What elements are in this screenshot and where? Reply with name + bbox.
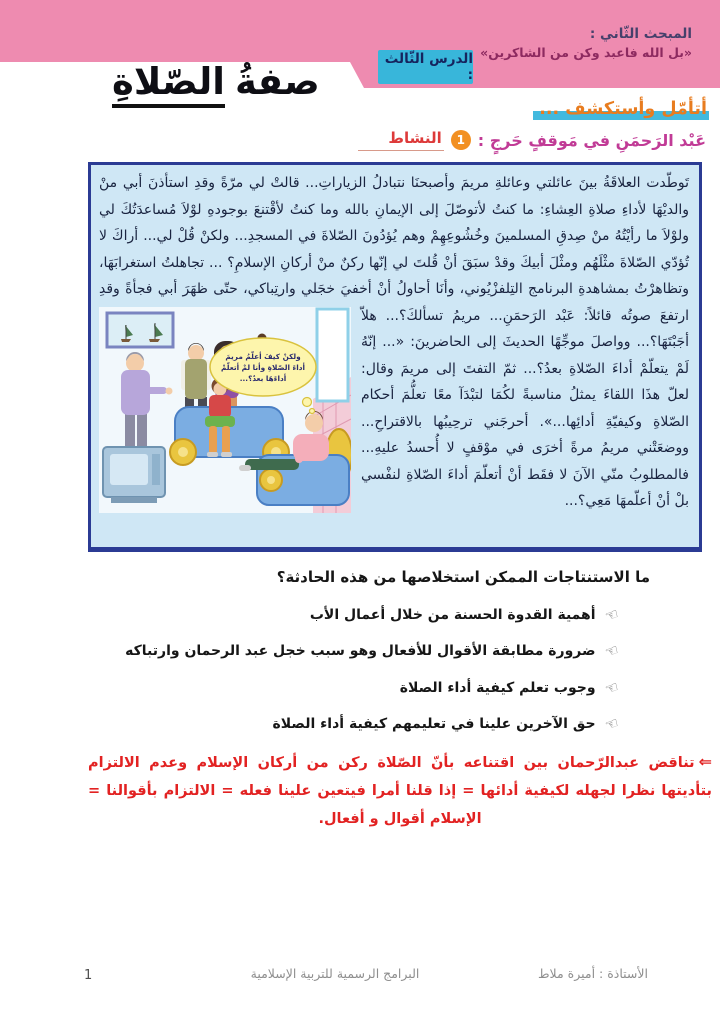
conclusion-item (399, 677, 621, 699)
conclusions-question: ما الاستنتاجات الممكن استخلاصها من هذه الحادثة؟ (276, 568, 650, 586)
bubble-line-2: أداءَ الصّلاةِ وأنا لمْ أتعلّمْ (221, 362, 305, 372)
activity-row (358, 129, 706, 151)
page-title-word2: الصّلاةِ (112, 60, 225, 108)
footer-teacher-name: الأستاذة : أميرة ملاط (537, 966, 648, 981)
summary-note (88, 748, 712, 833)
unit-label: المبحث الثّاني : (589, 26, 692, 42)
living-room-scene (99, 307, 351, 513)
door-frame (317, 309, 348, 401)
footer-series-title: البرامج الرسمية للتربية الإسلامية (250, 966, 420, 981)
conclusion-text: أهمية القدوة الحسنة من خلال أعمال الأب (309, 607, 596, 623)
lesson-box (378, 50, 473, 84)
story-part1: تَوطّدت العلاقَةُ بينَ عائلتي وعائلةِ مريمَ وأصبحنَا نتبادلُ الزياراتِ... قالتْ لي مرّةً وقدِ استأذنَ أبي منْ والديْهَا لأداءِ صلاةِ العِشاءِ: ما كنتُ لأتوصّلَ إلى الإيمانِ بالله وما كنتُ لأقْتنعَ بوجودهِ لوْلاَ مُساعدَتُكَ لي ولوْلاَ ما رأيْتُهُ منْ صِدقِ المسلمينَ وخُشُوعِهِمْ وهم يُؤدُونَ الصّلاةَ في المسجدِ... ولكنْ قُلْ لي... أراكَ لا تُؤدّي الصّلاةَ مثْلَهُم ومثْلَ أبيكَ وقدْ سبَقَ أنْ قُلتَ لي إنّها ركنٌ منْ أركانِ الإسلامِ؟ ... تجاهلتُ استغرابَهَا، وتظاهرْتُ بمشاهدةِ البرنامج التِلفزْيُوني، وأنَا أحاولُ أنْ أخفيَ خجَلي وارتِباكي، حتّى ظهَرَ أبي فجأةً وقدِ ارتفعَ صوتُه قائلاً: عَبْد الرَحمَنِ... مريمُ (99, 175, 689, 324)
story-text (99, 170, 689, 515)
story-box (88, 162, 702, 552)
summary-text: تناقض عبدالرّحمان بين اقتناعه بأنّ الصّلاة ركن من أركان الإسلام وعدم الالتزام بتأديتها نظرا لجهله لكيفية أدائها = إذا قلنا أمرا فيتعين علينا فعله = الالتزام بأقوالنا = الإسلام أقوال و أفعال. (88, 755, 712, 827)
conclusion-text: حق الآخرين علينا في تعليمهم كيفية أداء الصلاة (272, 716, 596, 732)
lesson-label: الدرس الثّالث : (384, 51, 473, 83)
page-number: 1 (84, 968, 93, 983)
tv (103, 447, 165, 503)
pointing-hand-icon: ☜ (602, 640, 621, 662)
conclusion-text: ضرورة مطابقة الأقوال للأفعال وهو سبب خجل عبد الرحمان وارتباكه (125, 643, 596, 659)
story-part2: تسألكَ؟... هلاّ أجَبْتَهَا؟... وواصلَ موجِّهًا الحديثَ إلى الحاضرينَ: «... إنّهُ لَمْ يتعلّمْ أداءَ الصّلاةِ بعدُ؟... ثمّ التفتَ إلى مريمَ وقال: لعلّ هذَا اللقاءَ يمثلُ مناسبةً لكُمَا لتبْدَآ معًا تعلُّمَ أحكام الصّلاةِ وكيفيّةِ أدائِها...». أحرجَني ترحِيبُها بالاقتراحِ... ووضعَتْني مريمُ مرةً أخرَى في موْقفٍ لا أُحسدُ عليهِ... فالمطلوبُ منّي الآنَ لا فقَط أنْ أتعلّمَ أداءَ الصّلاةِ لنفْسي بلْ أنْ أعلّمهَا مَعِي؟... (361, 307, 689, 509)
conclusion-item (125, 640, 621, 662)
wall-picture (107, 313, 173, 347)
family-living-room-illustration (99, 307, 351, 513)
pointing-hand-icon: ☜ (602, 713, 621, 735)
conclusion-item (309, 604, 621, 626)
section-heading: أتأمّل وأستكشف ... (539, 99, 707, 119)
unit-block (480, 26, 692, 60)
conclusion-item (272, 713, 621, 735)
page-title (112, 60, 320, 108)
bubble-line-3: أداءَهَا بعدُ؟... (239, 373, 287, 383)
pointing-hand-icon: ☜ (602, 604, 621, 626)
unit-verse: «بل الله فاعبد وكن من الشاكرين» (480, 45, 692, 60)
pointing-hand-icon: ☜ (602, 677, 621, 699)
left-arrow-icon: ⇐ (698, 752, 712, 771)
page-title-word1: صفةُ (234, 60, 320, 103)
activity-title: عَبْد الرَحمَنِ في مَوقفٍ حَرجٍ : (477, 130, 706, 150)
activity-number-badge: 1 (451, 130, 471, 150)
activity-label: النشاط (358, 129, 443, 151)
bubble-line-1: ولكنْ كيفَ أعلّمُ مريمَ (225, 351, 301, 361)
conclusion-text: وجوب تعلم كيفية أداء الصلاة (399, 680, 596, 696)
